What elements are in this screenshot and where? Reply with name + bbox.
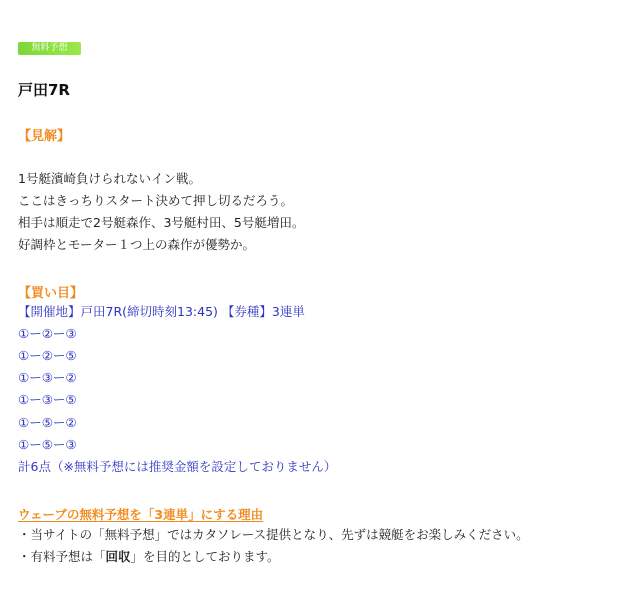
reason-line-2 [18, 549, 280, 565]
picks-info-line: 【開催地】戸田7R(締切時刻13:45) 【券種】3連単 [18, 304, 305, 319]
analysis-line-1: 1号艇濱崎負けられないイン戦。 [18, 171, 201, 186]
race-title: 戸田7R [18, 81, 70, 99]
picks-heading: 【買い目】 [18, 286, 84, 301]
analysis-line-4: 好調枠とモーター１つ上の森作が優勢か。 [18, 237, 256, 252]
pick-combo: ①ー⑤ー③ [18, 437, 77, 452]
pick-combo: ①ー③ー② [18, 370, 77, 385]
picks-total: 計6点（※無料予想には推奨金額を設定しておりません） [18, 459, 337, 474]
reason-line-2-prefix: ・有料予想は「 [18, 549, 106, 564]
free-prediction-badge: 無料予想 [18, 42, 81, 55]
analysis-line-2: ここはきっちりスタート決めて押し切るだろう。 [18, 193, 294, 208]
reason-line-2-emphasis: 回収 [105, 549, 131, 564]
reason-line-1: ・当サイトの「無料予想」ではカタソレース提供となり、先ずは競艇をお楽しみください。 [18, 527, 529, 542]
reason-heading-link[interactable]: ウェーブの無料予想を「3連単」にする理由 [18, 507, 264, 522]
pick-combo: ①ー③ー⑤ [18, 392, 77, 407]
analysis-heading: 【見解】 [18, 129, 71, 144]
reason-line-2-suffix: 」を目的としております。 [130, 549, 280, 564]
analysis-line-3: 相手は順走で2号艇森作、3号艇村田、5号艇増田。 [18, 215, 305, 230]
pick-combo: ①ー⑤ー② [18, 415, 77, 430]
pick-combo: ①ー②ー⑤ [18, 348, 77, 363]
pick-combo: ①ー②ー③ [18, 326, 77, 341]
